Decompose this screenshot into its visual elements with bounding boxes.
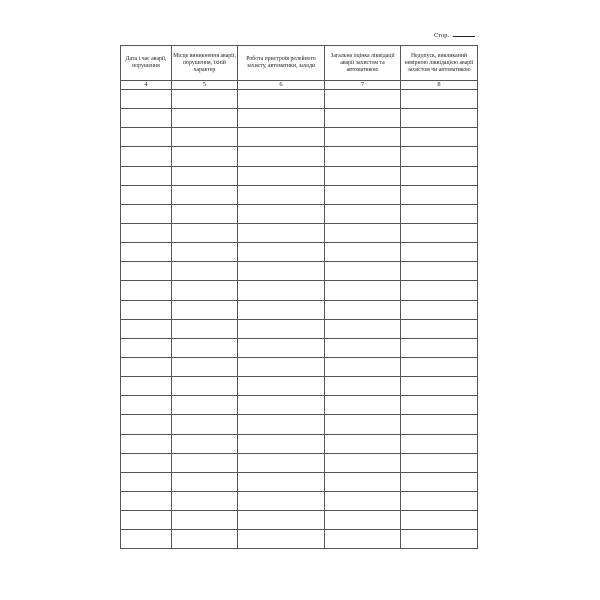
- table-cell[interactable]: [121, 491, 172, 510]
- table-cell[interactable]: [325, 204, 401, 223]
- table-row: [121, 377, 478, 396]
- table-cell[interactable]: [121, 530, 172, 549]
- table-row: [121, 530, 478, 549]
- table-cell[interactable]: [325, 128, 401, 147]
- table-cell[interactable]: [325, 281, 401, 300]
- header-relay-protection: Робота пристроїв релейного захисту, автоматики, заходи: [238, 46, 325, 81]
- table-cell[interactable]: [121, 262, 172, 281]
- table-cell[interactable]: [172, 491, 238, 510]
- table-cell[interactable]: [121, 434, 172, 453]
- table-cell[interactable]: [172, 415, 238, 434]
- table-cell[interactable]: [238, 223, 325, 242]
- table-cell[interactable]: [172, 377, 238, 396]
- table-row: [121, 243, 478, 262]
- table-cell[interactable]: [172, 90, 238, 109]
- incident-register-table: [120, 45, 478, 549]
- table-cell[interactable]: [238, 319, 325, 338]
- table-row: [121, 415, 478, 434]
- table-cell[interactable]: [121, 185, 172, 204]
- table-cell[interactable]: [401, 204, 478, 223]
- table-cell[interactable]: [238, 243, 325, 262]
- table-cell[interactable]: [401, 262, 478, 281]
- table-cell[interactable]: [238, 300, 325, 319]
- table-row: [121, 300, 478, 319]
- table-cell[interactable]: [238, 204, 325, 223]
- table-cell[interactable]: [401, 415, 478, 434]
- table-row: [121, 128, 478, 147]
- table-cell[interactable]: [238, 396, 325, 415]
- header-overall-assessment: Загальна оцінка ліквідації аварії захистом та автоматикою: [325, 46, 401, 81]
- table-row: [121, 472, 478, 491]
- table-cell[interactable]: [325, 109, 401, 128]
- table-cell[interactable]: [401, 530, 478, 549]
- table-cell[interactable]: [121, 90, 172, 109]
- table-row: [121, 491, 478, 510]
- table-cell[interactable]: [401, 147, 478, 166]
- table-cell[interactable]: [121, 166, 172, 185]
- column-number: 4: [121, 81, 172, 90]
- table-cell[interactable]: [325, 223, 401, 242]
- column-number: 7: [325, 81, 401, 90]
- table-cell[interactable]: [172, 147, 238, 166]
- table-cell[interactable]: [238, 166, 325, 185]
- table-row: [121, 223, 478, 242]
- table-cell[interactable]: [238, 453, 325, 472]
- table-cell[interactable]: [238, 128, 325, 147]
- table-cell[interactable]: [172, 396, 238, 415]
- table-cell[interactable]: [325, 491, 401, 510]
- table-cell[interactable]: [325, 396, 401, 415]
- table-cell[interactable]: [401, 511, 478, 530]
- page-number-label: Стор.: [434, 32, 450, 39]
- table-cell[interactable]: [172, 453, 238, 472]
- table-cell[interactable]: [238, 434, 325, 453]
- table-cell[interactable]: [172, 166, 238, 185]
- table-row: [121, 166, 478, 185]
- table-cell[interactable]: [325, 243, 401, 262]
- table-cell[interactable]: [401, 491, 478, 510]
- table-row: [121, 109, 478, 128]
- table-cell[interactable]: [121, 204, 172, 223]
- column-number: 8: [401, 81, 478, 90]
- page-number-blank[interactable]: [453, 31, 475, 37]
- table-cell[interactable]: [121, 109, 172, 128]
- table-row: [121, 357, 478, 376]
- table-cell[interactable]: [238, 147, 325, 166]
- table-cell[interactable]: [172, 357, 238, 376]
- table-cell[interactable]: [325, 262, 401, 281]
- table-cell[interactable]: [238, 185, 325, 204]
- table-cell[interactable]: [172, 319, 238, 338]
- table-cell[interactable]: [172, 472, 238, 491]
- table-cell[interactable]: [325, 377, 401, 396]
- table-cell[interactable]: [401, 223, 478, 242]
- table-row: [121, 147, 478, 166]
- table-row: [121, 396, 478, 415]
- table-cell[interactable]: [121, 223, 172, 242]
- table-cell[interactable]: [325, 147, 401, 166]
- table-row: [121, 511, 478, 530]
- table-cell[interactable]: [401, 434, 478, 453]
- table-cell[interactable]: [401, 472, 478, 491]
- table-row: [121, 434, 478, 453]
- table-cell[interactable]: [401, 166, 478, 185]
- table-cell[interactable]: [172, 530, 238, 549]
- page-number-field: [434, 31, 475, 39]
- table-cell[interactable]: [325, 185, 401, 204]
- table-cell[interactable]: [121, 511, 172, 530]
- table-cell[interactable]: [325, 530, 401, 549]
- header-date-time: Дата і час аварії, порушення: [121, 46, 172, 81]
- register-body: [121, 90, 478, 549]
- table-cell[interactable]: [121, 243, 172, 262]
- table-cell[interactable]: [238, 377, 325, 396]
- table-cell[interactable]: [401, 90, 478, 109]
- table-cell[interactable]: [401, 243, 478, 262]
- table-row: [121, 338, 478, 357]
- table-cell[interactable]: [172, 262, 238, 281]
- table-cell[interactable]: [172, 223, 238, 242]
- table-cell[interactable]: [325, 415, 401, 434]
- table-cell[interactable]: [238, 109, 325, 128]
- table-row: [121, 90, 478, 109]
- table-row: [121, 185, 478, 204]
- table-cell[interactable]: [172, 511, 238, 530]
- table-cell[interactable]: [401, 185, 478, 204]
- table-cell[interactable]: [401, 319, 478, 338]
- header-underdelivery: Недопуск, викликаний невірною ліквідацією аварії захистом чи автоматикою: [401, 46, 478, 81]
- column-number: 6: [238, 81, 325, 90]
- table-cell[interactable]: [401, 109, 478, 128]
- table-cell[interactable]: [172, 204, 238, 223]
- table-row: [121, 319, 478, 338]
- table-cell[interactable]: [401, 357, 478, 376]
- table-cell[interactable]: [121, 319, 172, 338]
- table-cell[interactable]: [238, 338, 325, 357]
- table-cell[interactable]: [121, 472, 172, 491]
- table-cell[interactable]: [325, 357, 401, 376]
- table-cell[interactable]: [325, 338, 401, 357]
- table-cell[interactable]: [172, 434, 238, 453]
- table-cell[interactable]: [121, 300, 172, 319]
- table-cell[interactable]: [401, 338, 478, 357]
- table-cell[interactable]: [172, 128, 238, 147]
- table-row: [121, 204, 478, 223]
- table-cell[interactable]: [325, 166, 401, 185]
- table-cell[interactable]: [401, 281, 478, 300]
- table-cell[interactable]: [238, 491, 325, 510]
- table-cell[interactable]: [121, 453, 172, 472]
- table-cell[interactable]: [401, 128, 478, 147]
- table-cell[interactable]: [172, 300, 238, 319]
- table-cell[interactable]: [121, 281, 172, 300]
- table-cell[interactable]: [121, 396, 172, 415]
- table-cell[interactable]: [325, 319, 401, 338]
- table-cell[interactable]: [401, 453, 478, 472]
- table-cell[interactable]: [172, 338, 238, 357]
- table-cell[interactable]: [121, 377, 172, 396]
- table-cell[interactable]: [238, 357, 325, 376]
- table-cell[interactable]: [325, 90, 401, 109]
- table-cell[interactable]: [401, 396, 478, 415]
- header-row: [121, 46, 478, 81]
- table-cell[interactable]: [172, 109, 238, 128]
- table-cell[interactable]: [238, 530, 325, 549]
- table-row: [121, 262, 478, 281]
- header-location: Місце виникнення аварії, порушення, їхній характер: [172, 46, 238, 81]
- table-cell[interactable]: [401, 300, 478, 319]
- table-cell[interactable]: [121, 338, 172, 357]
- table-cell[interactable]: [238, 472, 325, 491]
- table-cell[interactable]: [238, 415, 325, 434]
- table-cell[interactable]: [172, 281, 238, 300]
- table-cell[interactable]: [325, 300, 401, 319]
- table-cell[interactable]: [172, 243, 238, 262]
- table-cell[interactable]: [121, 147, 172, 166]
- table-row: [121, 281, 478, 300]
- table-cell[interactable]: [325, 453, 401, 472]
- table-cell[interactable]: [325, 472, 401, 491]
- table-row: [121, 453, 478, 472]
- table-cell[interactable]: [121, 128, 172, 147]
- column-number-row: [121, 81, 478, 90]
- table-cell[interactable]: [238, 262, 325, 281]
- table-cell[interactable]: [121, 415, 172, 434]
- table-cell[interactable]: [121, 357, 172, 376]
- table-cell[interactable]: [325, 434, 401, 453]
- table-cell[interactable]: [325, 511, 401, 530]
- table-cell[interactable]: [401, 377, 478, 396]
- table-cell[interactable]: [238, 90, 325, 109]
- column-number: 5: [172, 81, 238, 90]
- table-cell[interactable]: [172, 185, 238, 204]
- table-cell[interactable]: [238, 511, 325, 530]
- table-cell[interactable]: [238, 281, 325, 300]
